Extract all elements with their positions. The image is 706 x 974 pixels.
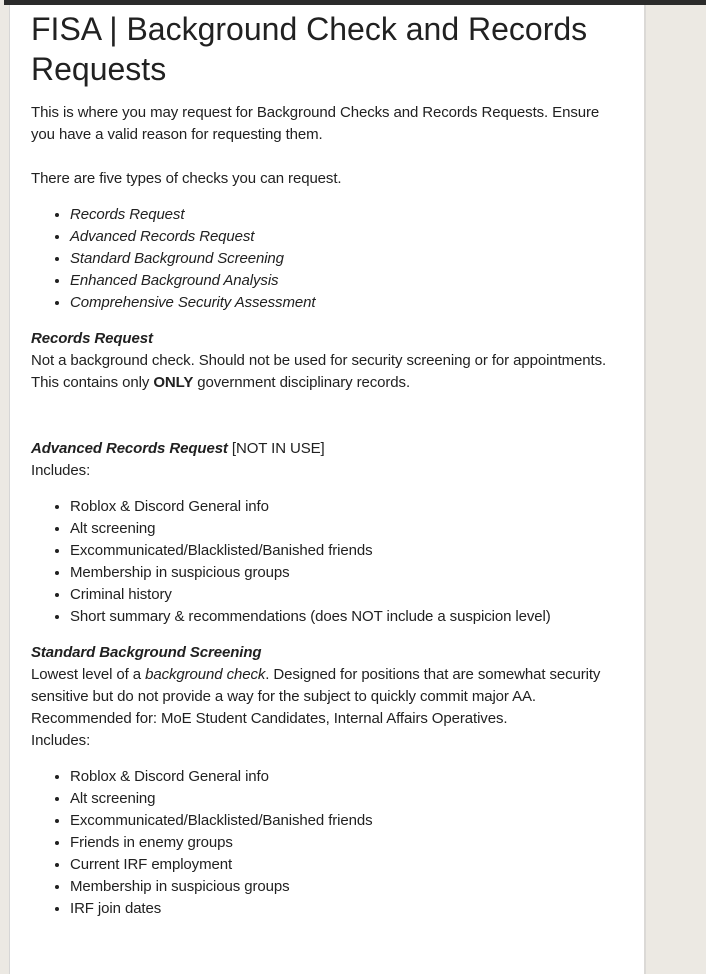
list-item-records-request: • Records Request — [70, 204, 620, 226]
list-item-enhanced-background-analysis: • Enhanced Background Analysis — [70, 270, 620, 292]
document-page — [9, 5, 646, 974]
text-segment: . Designed for positions that are somewhat security sensitive but do not provide a way for the subject to quickly commit major AA. — [31, 666, 601, 705]
advanced-records-list — [31, 496, 620, 628]
text-segment: Lowest level of a — [31, 666, 146, 683]
advanced-records-heading — [31, 438, 620, 460]
check-types-list — [31, 204, 620, 314]
standard-includes-label: Includes: — [31, 732, 91, 749]
list-item-roblox-discord-info: • Roblox & Discord General info — [70, 496, 620, 518]
text-segment-italic: background check — [145, 666, 266, 683]
standard-screening-description — [31, 664, 620, 708]
list-item-roblox-discord-info: • Roblox & Discord General info — [70, 766, 620, 788]
list-item-excommunicated-friends: • Excommunicated/Blacklisted/Banished friends — [70, 810, 620, 832]
standard-screening-recommended: Recommended for: MoE Student Candidates, Internal Affairs Operatives. — [31, 710, 508, 727]
blank-line — [31, 394, 620, 416]
heading-text: Advanced Records Request — [31, 440, 228, 457]
standard-screening-list — [31, 766, 620, 920]
intro-paragraph: This is where you may request for Background Checks and Records Requests. Ensure you have a valid reason for requesting them. — [31, 104, 600, 143]
list-item-alt-screening: • Alt screening — [70, 788, 620, 810]
list-item-short-summary: • Short summary & recommendations (does NOT include a suspicion level) — [70, 606, 620, 628]
list-item-advanced-records-request: • Advanced Records Request — [70, 226, 620, 248]
heading-suffix: [NOT IN USE] — [227, 440, 325, 457]
records-request-heading: Records Request — [31, 330, 153, 347]
text-segment: government disciplinary records. — [193, 374, 411, 391]
list-item-irf-join-dates: • IRF join dates — [70, 898, 620, 920]
list-item-excommunicated-friends: • Excommunicated/Blacklisted/Banished friends — [70, 540, 620, 562]
list-item-alt-screening: • Alt screening — [70, 518, 620, 540]
types-lead-paragraph: There are five types of checks you can request. — [31, 170, 342, 187]
list-item-standard-background-screening: • Standard Background Screening — [70, 248, 620, 270]
records-request-line2 — [31, 372, 620, 394]
list-item-suspicious-groups: • Membership in suspicious groups — [70, 562, 620, 584]
list-item-comprehensive-security-assessment: • Comprehensive Security Assessment — [70, 292, 620, 314]
text-segment: This contains only — [31, 374, 154, 391]
list-item-suspicious-groups: • Membership in suspicious groups — [70, 876, 620, 898]
blank-line — [31, 416, 620, 438]
text-segment-bold: ONLY — [153, 374, 194, 391]
records-request-line1: Not a background check. Should not be used for security screening or for appointments. — [31, 352, 607, 369]
standard-screening-heading: Standard Background Screening — [31, 644, 262, 661]
advanced-includes-label: Includes: — [31, 462, 91, 479]
list-item-current-irf-employment: • Current IRF employment — [70, 854, 620, 876]
list-item-friends-enemy-groups: • Friends in enemy groups — [70, 832, 620, 854]
page-title: FISA | Background Check and Records Requests — [31, 11, 588, 87]
blank-line — [31, 146, 620, 168]
list-item-criminal-history: • Criminal history — [70, 584, 620, 606]
